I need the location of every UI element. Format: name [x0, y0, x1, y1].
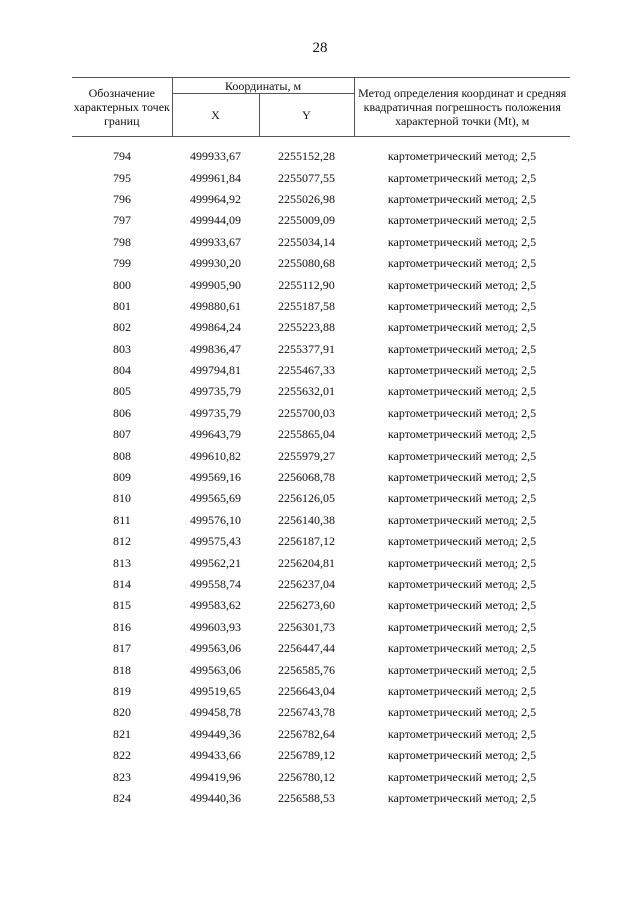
- header-method: Метод определения координат и средняя квадратичная погрешность положения характерной точки (Mt), м: [354, 78, 570, 137]
- table-row: [72, 724, 570, 745]
- cell-y: 2255865,04: [278, 427, 335, 442]
- cell-method: картометрический метод; 2,5: [387, 427, 537, 442]
- header-coordinates: Координаты, м: [172, 78, 354, 94]
- cell-x: 499905,90: [190, 277, 241, 292]
- cell-y: 2256301,73: [278, 619, 335, 634]
- cell-x: 499565,69: [190, 491, 241, 506]
- cell-x: 499449,36: [190, 726, 241, 741]
- cell-x: 499562,21: [190, 555, 241, 570]
- cell-y: 2256447,44: [278, 641, 335, 656]
- cell-y: 2256273,60: [278, 598, 335, 613]
- table-row: [72, 210, 570, 231]
- cell-point: 810: [113, 491, 131, 506]
- cell-method: картометрический метод; 2,5: [387, 298, 537, 313]
- cell-point: 801: [113, 298, 131, 313]
- cell-y: 2256140,38: [278, 512, 335, 527]
- header-x: X: [172, 94, 259, 137]
- cell-y: 2256068,78: [278, 470, 335, 485]
- cell-method: картометрический метод; 2,5: [387, 256, 537, 271]
- table-row: [72, 317, 570, 338]
- cell-point: 815: [113, 598, 131, 613]
- cell-method: картометрический метод; 2,5: [387, 405, 537, 420]
- cell-x: 499864,24: [190, 320, 241, 335]
- table-row: [72, 232, 570, 253]
- cell-point: 795: [113, 170, 131, 185]
- table-row: [72, 167, 570, 188]
- table-row: [72, 253, 570, 274]
- cell-method: картометрический метод; 2,5: [387, 448, 537, 463]
- cell-method: картометрический метод; 2,5: [387, 491, 537, 506]
- cell-y: 2256585,76: [278, 662, 335, 677]
- cell-point: 808: [113, 448, 131, 463]
- cell-point: 800: [113, 277, 131, 292]
- cell-method: картометрический метод; 2,5: [387, 790, 537, 805]
- cell-y: 2255700,03: [278, 405, 335, 420]
- cell-x: 499964,92: [190, 191, 241, 206]
- cell-point: 796: [113, 191, 131, 206]
- cell-method: картометрический метод; 2,5: [387, 191, 537, 206]
- header-y: Y: [259, 94, 354, 137]
- cell-x: 499735,79: [190, 384, 241, 399]
- cell-x: 499433,66: [190, 748, 241, 763]
- cell-method: картометрический метод; 2,5: [387, 470, 537, 485]
- cell-x: 499563,06: [190, 662, 241, 677]
- cell-x: 499558,74: [190, 577, 241, 591]
- page-number: 28: [312, 40, 328, 56]
- table-row: [72, 595, 570, 616]
- table-row: [72, 638, 570, 659]
- cell-point: 803: [113, 341, 131, 356]
- cell-method: картометрический метод; 2,5: [387, 149, 537, 164]
- cell-x: 499610,82: [190, 448, 241, 463]
- cell-method: картометрический метод; 2,5: [387, 726, 537, 741]
- cell-y: 2256588,53: [278, 790, 335, 805]
- cell-point: 822: [113, 748, 131, 763]
- header-point-designation: Обозначение характерных точек границ: [72, 78, 172, 137]
- cell-method: картометрический метод; 2,5: [387, 320, 537, 335]
- cell-x: 499944,09: [190, 213, 241, 228]
- cell-x: 499794,81: [190, 363, 241, 378]
- cell-method: картометрический метод; 2,5: [387, 662, 537, 677]
- cell-y: 2255632,01: [278, 384, 335, 399]
- table-row: [72, 296, 570, 317]
- cell-method: картометрический метод; 2,5: [387, 512, 537, 527]
- cell-y: 2256204,81: [278, 555, 335, 570]
- cell-y: 2255152,28: [278, 149, 335, 164]
- cell-point: 797: [113, 213, 131, 228]
- cell-x: 499880,61: [190, 298, 241, 313]
- cell-y: 2256187,12: [278, 534, 335, 549]
- table-row: [72, 531, 570, 552]
- cell-point: 794: [113, 149, 131, 164]
- table-row: [72, 381, 570, 402]
- table-header: [72, 78, 570, 137]
- table-row: [72, 189, 570, 210]
- cell-x: 499933,67: [190, 149, 241, 164]
- cell-y: 2256237,04: [278, 577, 335, 591]
- cell-x: 499569,16: [190, 470, 241, 485]
- table-row: [72, 274, 570, 295]
- cell-method: картометрический метод; 2,5: [387, 363, 537, 378]
- table-row: [72, 788, 570, 809]
- cell-x: 499419,96: [190, 769, 241, 784]
- cell-point: 812: [113, 534, 131, 549]
- cell-method: картометрический метод; 2,5: [387, 234, 537, 249]
- cell-method: картометрический метод; 2,5: [387, 384, 537, 399]
- cell-x: 499583,62: [190, 598, 241, 613]
- cell-x: 499933,67: [190, 234, 241, 249]
- cell-point: 798: [113, 234, 131, 249]
- cell-y: 2255979,27: [278, 448, 335, 463]
- cell-point: 809: [113, 470, 131, 485]
- table-row: [72, 510, 570, 531]
- cell-point: 811: [113, 512, 131, 527]
- table-spacer: [72, 137, 570, 147]
- table-row: [72, 659, 570, 680]
- table-row: [72, 745, 570, 766]
- cell-method: картометрический метод; 2,5: [387, 213, 537, 228]
- table-row: [72, 552, 570, 573]
- cell-point: 824: [113, 790, 131, 805]
- table-body: [72, 137, 570, 810]
- cell-method: картометрический метод; 2,5: [387, 170, 537, 185]
- cell-point: 802: [113, 320, 131, 335]
- table-row: [72, 146, 570, 167]
- cell-point: 814: [113, 577, 131, 591]
- cell-y: 2255080,68: [278, 256, 335, 271]
- cell-point: 819: [113, 683, 131, 698]
- table-row: [72, 445, 570, 466]
- cell-method: картометрический метод; 2,5: [387, 341, 537, 356]
- cell-y: 2255112,90: [278, 277, 335, 292]
- cell-x: 499563,06: [190, 641, 241, 656]
- cell-x: 499735,79: [190, 405, 241, 420]
- cell-point: 817: [113, 641, 131, 656]
- cell-y: 2256782,64: [278, 726, 335, 741]
- cell-method: картометрический метод; 2,5: [387, 619, 537, 634]
- table-row: [72, 467, 570, 488]
- cell-x: 499961,84: [190, 170, 241, 185]
- table-row: [72, 766, 570, 787]
- cell-x: 499930,20: [190, 256, 241, 271]
- cell-point: 806: [113, 405, 131, 420]
- cell-y: 2255223,88: [278, 320, 335, 335]
- table-row: [72, 339, 570, 360]
- table-row: [72, 574, 570, 595]
- cell-y: 2255467,33: [278, 363, 335, 378]
- cell-method: картометрический метод; 2,5: [387, 577, 537, 591]
- cell-point: 804: [113, 363, 131, 378]
- cell-y: 2256743,78: [278, 705, 335, 720]
- cell-y: 2255026,98: [278, 191, 335, 206]
- coordinates-table: [72, 77, 570, 809]
- cell-method: картометрический метод; 2,5: [387, 277, 537, 292]
- cell-method: картометрический метод; 2,5: [387, 769, 537, 784]
- cell-point: 818: [113, 662, 131, 677]
- table-row: [72, 360, 570, 381]
- spacer-cell: [72, 137, 570, 147]
- cell-y: 2255377,91: [278, 341, 335, 356]
- cell-x: 499440,36: [190, 790, 241, 805]
- cell-point: 805: [113, 384, 131, 399]
- cell-method: картометрический метод; 2,5: [387, 748, 537, 763]
- cell-method: картометрический метод; 2,5: [387, 641, 537, 656]
- cell-y: 2256789,12: [278, 748, 335, 763]
- cell-x: 499458,78: [190, 705, 241, 720]
- cell-point: 821: [113, 726, 131, 741]
- cell-y: 2256643,04: [278, 683, 335, 698]
- cell-method: картометрический метод; 2,5: [387, 534, 537, 549]
- table-row: [72, 617, 570, 638]
- cell-method: картометрический метод; 2,5: [387, 683, 537, 698]
- cell-y: 2256126,05: [278, 491, 335, 506]
- cell-method: картометрический метод; 2,5: [387, 598, 537, 613]
- table-row: [72, 681, 570, 702]
- cell-x: 499575,43: [190, 534, 241, 549]
- cell-point: 799: [113, 256, 131, 271]
- table-row: [72, 488, 570, 509]
- cell-x: 499576,10: [190, 512, 241, 527]
- cell-point: 813: [113, 555, 131, 570]
- table-row: [72, 702, 570, 723]
- cell-x: 499836,47: [190, 341, 241, 356]
- cell-method: картометрический метод; 2,5: [387, 705, 537, 720]
- cell-y: 2255077,55: [278, 170, 335, 185]
- cell-x: 499643,79: [190, 427, 241, 442]
- table-row: [72, 403, 570, 424]
- cell-y: 2255187,58: [278, 298, 335, 313]
- cell-point: 820: [113, 705, 131, 720]
- table-row: [72, 424, 570, 445]
- cell-x: 499603,93: [190, 619, 241, 634]
- cell-y: 2255009,09: [278, 213, 335, 228]
- cell-x: 499519,65: [190, 683, 241, 698]
- cell-point: 816: [113, 619, 131, 634]
- cell-y: 2255034,14: [278, 234, 335, 249]
- cell-method: картометрический метод; 2,5: [387, 555, 537, 570]
- cell-point: 823: [113, 769, 131, 784]
- cell-y: 2256780,12: [278, 769, 335, 784]
- cell-point: 807: [113, 427, 131, 442]
